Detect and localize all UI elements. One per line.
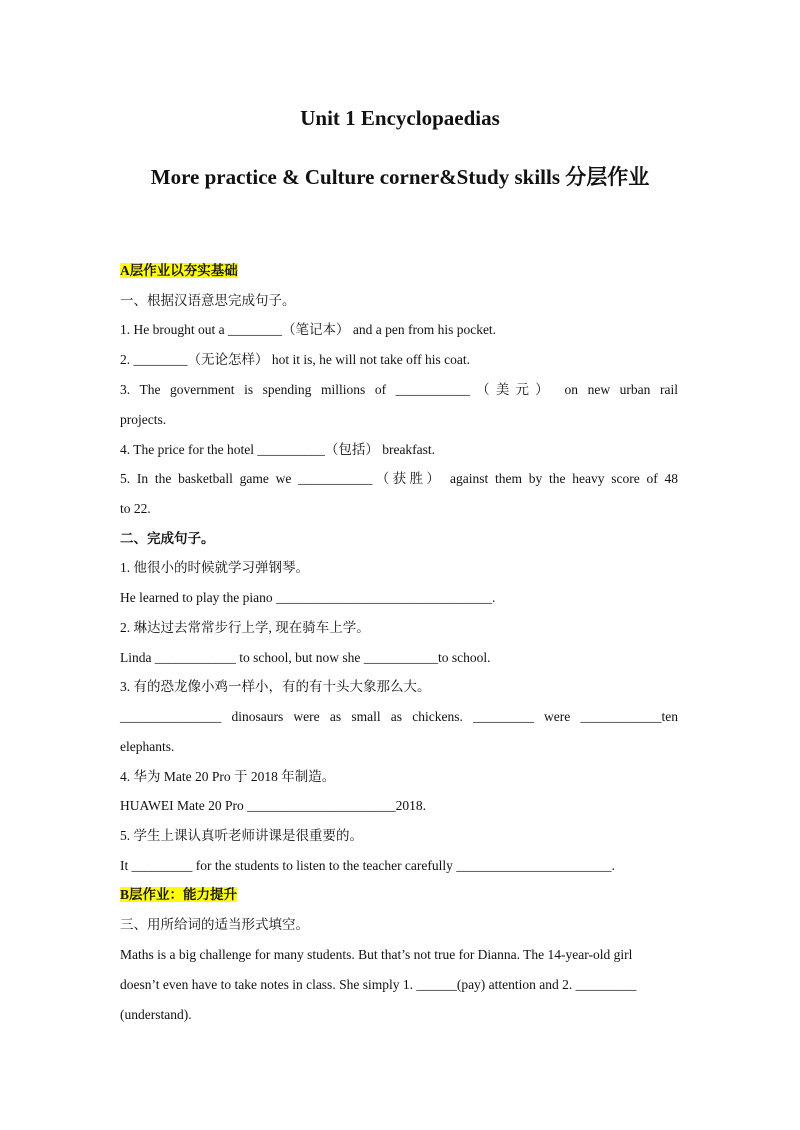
part1-item-3: 3. The government is spending millions of ___________（美元） on new urban rail [120,382,678,397]
part3-line-3: (understand). [120,1007,192,1022]
document-title: Unit 1 Encyclopaedias [300,106,500,130]
section-a-heading [120,262,678,280]
part1-item-5-cont: to 22. [120,501,151,516]
part1-item-4: 4. The price for the hotel __________（包括） breakfast. [120,442,436,457]
part1-item-2: 2. ________（无论怎样） hot it is, he will not take off his coat. [120,352,470,367]
part1-item-5: 5. In the basketball game we ___________（获胜） against them by the heavy score of 48 [120,471,678,486]
part2-item-5-en: It _________ for the students to listen to the teacher carefully _______________________. [120,858,615,873]
part2-item-3-en: _______________ dinosaurs were as small as chickens. _________ were ____________ten [120,709,678,724]
section-b-heading [120,886,678,904]
part2-item-4-cn: 4. 华为 Mate 20 Pro 于 2018 年制造。 [120,769,336,784]
part2-heading: 二、完成句子。 [120,531,215,546]
part2-item-4-en: HUAWEI Mate 20 Pro ______________________2018. [120,798,427,813]
document-subtitle: More practice & Culture corner&Study skills 分层作业 [150,165,650,189]
part1-item-3-cont: projects. [120,412,167,427]
part2-item-5-cn: 5. 学生上课认真听老师讲课是很重要的。 [120,828,363,843]
part1-heading: 一、根据汉语意思完成句子。 [120,293,296,308]
part2-item-3-cont: elephants. [120,739,175,754]
part3-heading: 三、用所给词的适当形式填空。 [120,917,309,932]
part2-item-3-cn: 3. 有的恐龙像小鸡一样小，有的有十头大象那么大。 [120,679,431,694]
part2-item-1-cn: 1. 他很小的时候就学习弹钢琴。 [120,560,309,575]
part2-item-2-en: Linda ____________ to school, but now she ___________to school. [120,650,491,665]
section-b-heading-text: B层作业：能力提升 [120,887,238,902]
part3-line-1: Maths is a big challenge for many students. But that’s not true for Dianna. The 14-year-old girl [120,947,633,962]
part2-item-2-cn: 2. 琳达过去常常步行上学, 现在骑车上学。 [120,620,370,635]
part3-line-2: doesn’t even have to take notes in class. She simply 1. ______(pay) attention and 2. _________ [120,977,637,992]
section-a-heading-text: A层作业以夯实基础 [120,263,238,278]
part2-item-1-en: He learned to play the piano ________________________________. [120,590,496,605]
part1-item-1: 1. He brought out a ________（笔记本） and a pen from his pocket. [120,322,497,337]
